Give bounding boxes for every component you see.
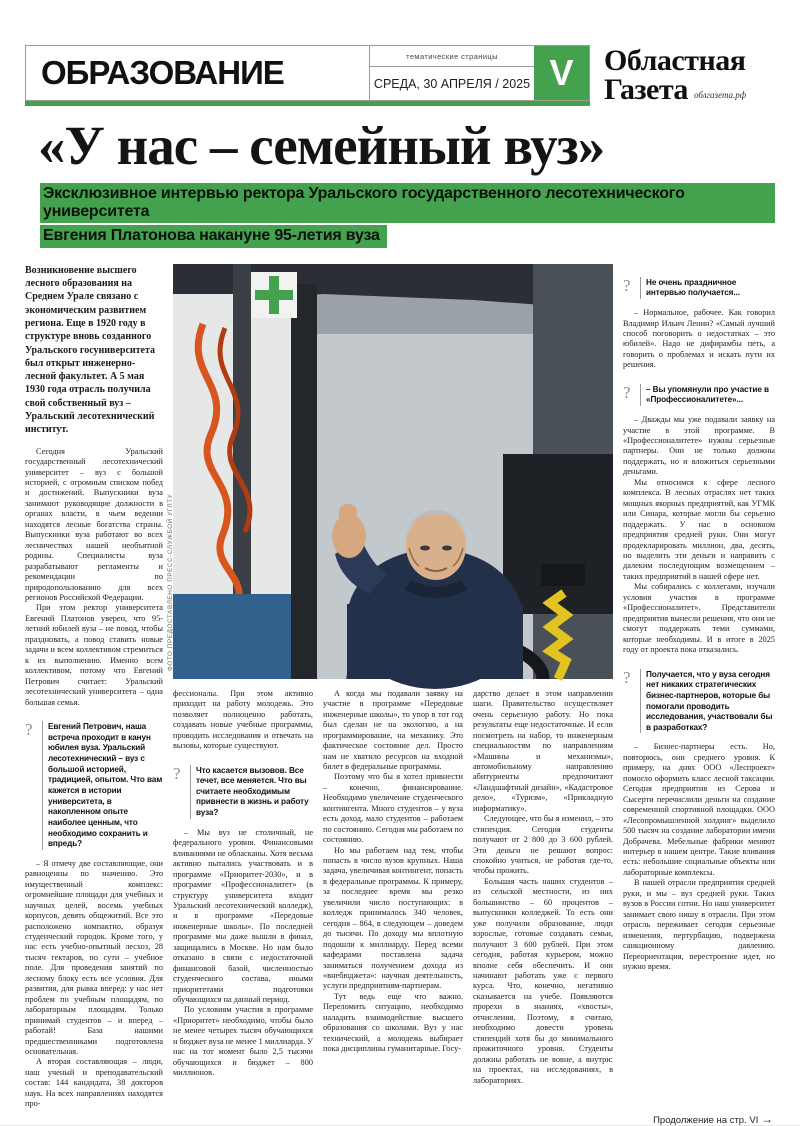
paragraph: Тут ведь еще что важно. Переломить ситуацию, необходимо наладить взаимодействие высшего образования со школами. Вуз у нас технический, а молодежь выбирает пока дисциплины гуманитарные. Госу- bbox=[323, 991, 463, 1054]
question-rule bbox=[640, 384, 641, 406]
article-subhead bbox=[25, 183, 775, 250]
question-rule bbox=[640, 669, 641, 734]
paragraph: А когда мы подавали заявку на участие в программе «Передовые инженерные школы», то упор в тот год был сделан не на экологию, а на программирование, на механику. Это фактическое состояние дел. Просто нам не хватило ресурсов на входной билет в федеральные программы. bbox=[323, 688, 463, 771]
paragraph: В нашей отрасли предприятия средней руки, и мы – вуз средней руки. Таких вузов в России сотни. Но наш университет занимает свою нишу в отрасли. При этом отрасль переживает сегодня серьезные изменения, пертурбацию, подвержена санкционному давлению. Переориентация, перестроение идет, но нужно время. bbox=[623, 878, 775, 971]
question-rule bbox=[190, 765, 191, 819]
paragraph: Большая часть наших студентов – из сельской местности, из них большинство – 60 процентов – выпускники колледжей. То есть они уже получили образование, люди взрослые, готовые создавать семьи, получают 3 600 рублей. При этом сегодня, работая курьером, можно вполне себя обеспечить. И они начинают работать уже с первого курса. Что, конечно, негативно сказывается на учебе. Появляются прорехи в знаниях, «хвосты», отчисления. Поэтому, я считаю, необходимо довести уровень стипендий хотя бы до минимального прожиточного уровня. Студенты должны работать не вовне, а внутри: на проектах, на исследованиях, в лабораториях. bbox=[473, 876, 613, 1085]
question-text: Получается, что у вуза сегодня нет никаких стратегических бизнес-партнеров, которые бы помогали проводить исследования, участвовали бы в разработках? bbox=[646, 669, 773, 732]
question-mark-icon: ? bbox=[623, 667, 631, 687]
paragraph: Мы относимся к сфере лесного комплекса. В лесных отраслях нет таких мощных якорных предприятий, как УГМК или Синара, которые могли бы серьезно поддержать. У нас в основном предприятия средней руки. Они могут продекларировать миллион, два, десять, но выделить эти деньги и направить с далеким последующим возмещением – таких предприятий в нашей сфере нет. bbox=[623, 477, 775, 581]
rector-photo bbox=[167, 264, 613, 679]
continuation-note bbox=[623, 1112, 775, 1126]
subhead-line1: Эксклюзивное интервью ректора Уральского государственного лесотехнического университета bbox=[40, 183, 775, 223]
question-block bbox=[623, 669, 775, 734]
section-title: ОБРАЗОВАНИЕ bbox=[41, 54, 284, 91]
question-mark-icon: ? bbox=[623, 382, 631, 402]
issue-date: СРЕДА, 30 АПРЕЛЯ / 2025 bbox=[370, 66, 534, 100]
logo-line2: Газета bbox=[604, 72, 688, 106]
paragraph: – Нормальное, рабочее. Как говорил Владимир Ильич Ленин? «Самый лучший способ поговорить о недостатках – это юбилей». Надо не дифирамбы петь, а говорить о проблемах и искать пути их решения. bbox=[623, 308, 775, 370]
lede-paragraph: Возникновение высшего лесного образования на Среднем Урале связано с экономическим развитием региона. Еще в 1920 году в структуре вновь созданного Уральского госуниверситета был открыт инженерно-лесной факультет. А 5 мая 1930 года отрасль получила свой собственный вуз – Уральский лесотехнический институт. bbox=[25, 264, 156, 436]
question-text: Евгений Петрович, наша встреча проходит в канун юбилея вуза. Уральский лесотехнический – вуз с большой историей, традицией, опытом. Что вам кажется в истории университета, в накопленном опыте наиболее ценным, что необходимо сохранить и впредь? bbox=[48, 721, 163, 849]
paragraph: По условиям участия в программе «Приоритет» необходимо, чтобы было не менее четырех тысяч обучающихся и бюджет вуза не менее 1 миллиарда. У нас на тот момент было 2,5 тысячи обучающихся и бюджет – 800 миллионов. bbox=[173, 1005, 313, 1078]
rector-photo-illustration bbox=[173, 264, 613, 679]
question-mark-icon: ? bbox=[623, 275, 631, 295]
question-mark-icon: ? bbox=[25, 719, 33, 739]
paragraph: А вторая составляющая – люди, наш ученый и преподавательский состав: 144 кандидата, 38 докторов наук. На всех направлениях находятся про- bbox=[25, 1057, 163, 1109]
column-5 bbox=[623, 264, 775, 1126]
green-rule bbox=[25, 101, 590, 106]
arrow-right-icon: → bbox=[761, 1111, 773, 1126]
paragraph: – Я отмечу две составляющие, они равноценны по значению. Это имущественный комплекс: огромнейшие площади для учебных и научных целей, восемь учебных корпусов, девять общежитий. Все это расположено компактно, образуя студенческий городок. Кроме того, у нас есть учебно-опытный лесхоз, 28 тысяч гектаров, по сути – учебное поле. Для проведения занятий по лесному блоку есть все условия. Для развития, для рывка вперед: у нас нет проблем по учебным площадям, по лабораторным площадям. Только принимай студентов – и вперед – работай! База нашими предшественниками подготовлена основательная. bbox=[25, 858, 163, 1056]
date-box bbox=[369, 46, 534, 100]
paragraph: Поэтому что бы я хотел привнести – конечно, финансирование. Необходимо увеличение студенческого контингента. Много студентов – у вуза есть доход, мало студентов – работаем по состоянию. Сегодня мы работаем по состоянию. bbox=[323, 772, 463, 845]
column-3 bbox=[323, 689, 463, 1126]
question-block bbox=[173, 765, 313, 819]
continuation-text: Продолжение на стр. VI bbox=[653, 1114, 759, 1126]
paragraph: Следующее, что бы я изменил, – это стипендия. Сегодня студенты получают от 2 800 до 3 600 рублей. Эти деньги не решают вопрос: спокойно учиться, не работая где-то, чтобы прожить. bbox=[473, 814, 613, 876]
pages-label: тематические страницы bbox=[406, 51, 498, 61]
logo-line1: Областная bbox=[604, 44, 746, 77]
masthead-box bbox=[25, 45, 590, 101]
paragraph: Мы собирались с коллегами, изучали условия участия в программе «Профессионалитет». Представители предприятия вынесли решения, что они не смогут поддержать теми суммами, которые необходимы. И в итоге в 2025 году от проекта пока отказались. bbox=[623, 582, 775, 655]
subhead-line2: Евгения Платонова накануне 95-летия вуза bbox=[40, 225, 387, 248]
question-rule bbox=[640, 277, 641, 299]
column-1 bbox=[25, 264, 163, 1126]
paragraph: дарство делает в этом направлении шаги. Правительство осуществляет очень серьезную работу. Но пока результаты еще недостаточные. И если посмотреть на набор, то инженерным специальностям по направлениям «Машины и механизмы», автомобильному направлению абитуриенты предпочитают «Ландшафтный дизайн», «Кадастровое дело», «Туризм», «Прикладную информатику». bbox=[473, 688, 613, 813]
article-body bbox=[25, 264, 775, 1126]
newspaper-logo bbox=[590, 45, 775, 106]
question-block bbox=[623, 384, 775, 406]
question-block bbox=[623, 277, 775, 299]
question-text: Что касается вызовов. Все течет, все меняется. Что вы считаете необходимым привнести в жизнь и работу вуза? bbox=[196, 765, 309, 818]
paragraph: Сегодня Уральский государственный лесотехнический университет – вуз с большой историей, с огромным списком побед и достижений. Выпускники вуза занимают руководящие должности в органах власти, в чьем ведении находятся лесные богатства страны. Выпускники вуза работают во всех лесничествах нашей необъятной родины. Специалисты вуза разрабатывают регламенты и рекомендации по природопользованию для всех регионов Российской Федерации. bbox=[25, 446, 163, 602]
question-rule bbox=[42, 721, 43, 850]
question-text: Не очень праздничное интервью получается... bbox=[646, 277, 740, 298]
paragraph: При этом ректор университета Евгений Платонов уверен, что 95-летний юбилей вуза – не повод, чтобы праздновать, а повод ставить новые задачи и всем коллективом стремиться к их выполнению. Именно всем коллективом, потому что Евгений Петрович считает: Уральский лесотехнический университета – одна большая семья. bbox=[25, 603, 163, 707]
paragraph: – Бизнес-партнеры есть. Но, повторюсь, они среднего уровня. К примеру, на днях ООО «Леспроект» помогло оформить класс лесной таксации. Сегодня предприятия из Серова и Сысерти перечислили деньги на создание современной спортивной площадки. ООО «Лесопромышленной холдинг» выделило 500 тысяч на создание лаборатории имени Добрачева. Мебельные фабрики меняют интерьер в нашем центре. Такие вливания есть: небольшие социальные объекты или лабораторные комплексы. bbox=[623, 742, 775, 877]
paragraph: фессионалы. При этом активно приходит на работу молодежь. Это позволяет полноценно работать, создавать новые учебные программы, проводить исследования и отвечать на вызовы, которые существуют. bbox=[173, 688, 313, 751]
page-number-badge: V bbox=[534, 46, 589, 100]
masthead bbox=[25, 45, 775, 106]
logo-site: облгазета.рф bbox=[693, 90, 747, 100]
photo-credit: ФОТО ПРЕДОСТАВЛЕНО ПРЕСС-СЛУЖБОЙ УГЛТУ bbox=[167, 493, 174, 671]
question-text: – Вы упомянули про участие в «Профессионалитете»... bbox=[646, 384, 769, 405]
paragraph: – Мы вуз не столичный, не федерального уровня. Финансовыми вливаниями не обласканы. Хотя весьма активно пытались участвовать и в программе «Приоритет-2030», и в программе «Профессионалитет» (в структуру университета входит Уральский лесотехнический колледж), и в программе «Передовые инженерные школы». По последней программе мы даже вышли в финал, защищались в Москве. Но нам было отказано в связи с недостаточной финансовой базой, численностью студенческого состава, иными приоритетами подготовки обучающихся на данный период. bbox=[173, 827, 313, 1005]
column-4 bbox=[473, 689, 613, 1126]
article-headline: «У нас – семейный вуз» bbox=[38, 115, 605, 176]
paragraph: – Дважды мы уже подавали заявку на участие в этой программе. В «Профессионалитете» нужны серьезные партнеры. Они не только должны поддержать, но и вложиться серьезными деньгами. bbox=[623, 415, 775, 477]
question-block bbox=[25, 721, 163, 850]
column-2 bbox=[173, 689, 313, 1126]
paragraph: Но мы работаем над тем, чтобы попасть в число вузов крупных. Наша задача, увеличивая контингент, попасть в федеральные программы. К примеру, за последнее время мы резко увеличили число поступающих: в колледж принималось 340 человек, сегодня – 864, в следующем – доведем до тысячи. По доходу мы вплотную подошли к миллиарду. Перед всеми кафедрами поставлена задача заниматься получением дохода из «внебюджета»: научная деятельность, услуги предприятиям-партнерам. bbox=[323, 845, 463, 991]
question-mark-icon: ? bbox=[173, 763, 181, 783]
